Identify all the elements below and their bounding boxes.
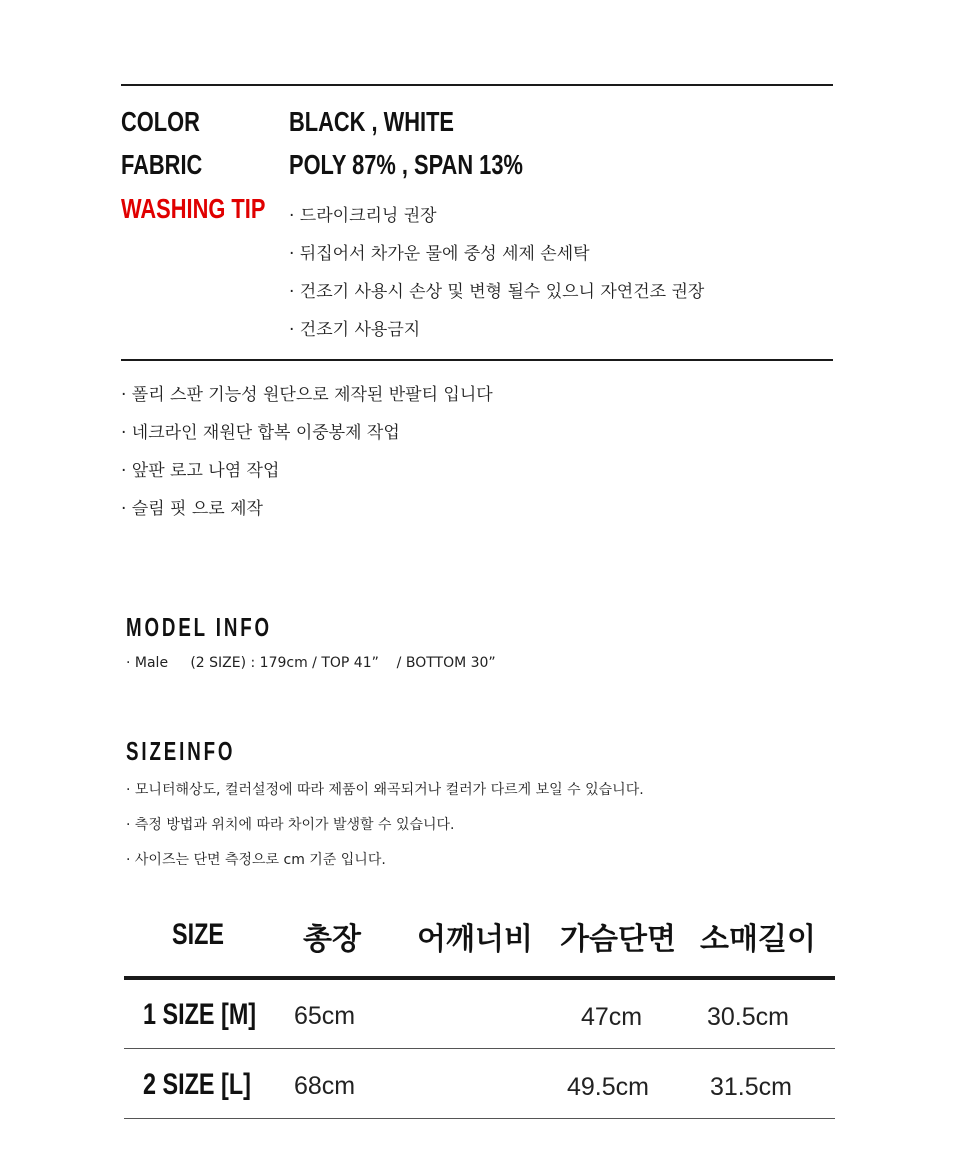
- size-table-header-length: 총장: [303, 922, 361, 957]
- washing-tip-item: · 건조기 사용금지: [289, 320, 421, 340]
- model-info-line: · Male (2 SIZE) : 179cm / TOP 41” / BOTTOM 30”: [126, 655, 496, 671]
- size-table-header-divider: [124, 976, 835, 980]
- size-table-cell-sleeve: 30.5cm: [707, 1003, 789, 1031]
- color-label: COLOR: [121, 106, 200, 137]
- size-table-cell-chest: 47cm: [581, 1003, 643, 1031]
- washing-tip-item: · 건조기 사용시 손상 및 변형 될수 있으니 자연건조 권장: [289, 282, 705, 302]
- size-table-cell-sleeve: 31.5cm: [710, 1073, 792, 1101]
- section-divider: [121, 359, 833, 361]
- size-info-title: SIZEINFO: [126, 736, 236, 766]
- washing-tip-item: · 드라이크리닝 권장: [289, 206, 437, 226]
- size-table-cell-chest: 49.5cm: [567, 1073, 649, 1101]
- feature-item: · 폴리 스판 기능성 원단으로 제작된 반팔티 입니다: [121, 385, 493, 405]
- washing-tip-label: WASHING TIP: [121, 193, 266, 224]
- size-table-cell-length: 68cm: [294, 1072, 356, 1100]
- top-divider: [121, 84, 833, 86]
- size-note: · 측정 방법과 위치에 따라 차이가 발생할 수 있습니다.: [126, 817, 455, 833]
- size-table-header-sleeve: 소매길이: [700, 922, 816, 957]
- feature-item: · 슬림 핏 으로 제작: [121, 499, 263, 519]
- size-table-row-label: 1 SIZE [M]: [143, 998, 257, 1031]
- size-table-header-shoulder: 어깨너비: [417, 922, 533, 957]
- size-table-row-label: 2 SIZE [L]: [143, 1068, 251, 1101]
- feature-item: · 네크라인 재원단 합복 이중봉제 작업: [121, 423, 400, 443]
- fabric-value: POLY 87% , SPAN 13%: [289, 149, 523, 180]
- color-value: BLACK , WHITE: [289, 106, 454, 137]
- fabric-label: FABRIC: [121, 149, 203, 180]
- size-note: · 모니터해상도, 컬러설정에 따라 제품이 왜곡되거나 컬러가 다르게 보일 수 있습니다.: [126, 782, 644, 798]
- model-info-title: MODEL INFO: [126, 612, 272, 642]
- size-table-bottom-divider: [124, 1118, 835, 1119]
- size-table-cell-length: 65cm: [294, 1002, 356, 1030]
- size-note: · 사이즈는 단면 측정으로 cm 기준 입니다.: [126, 852, 386, 868]
- feature-item: · 앞판 로고 나염 작업: [121, 461, 280, 481]
- washing-tip-item: · 뒤집어서 차가운 물에 중성 세제 손세탁: [289, 244, 590, 264]
- size-table-row-divider: [124, 1048, 835, 1049]
- size-table-header-chest: 가슴단면: [560, 922, 676, 957]
- size-table-header-size: SIZE: [172, 918, 225, 951]
